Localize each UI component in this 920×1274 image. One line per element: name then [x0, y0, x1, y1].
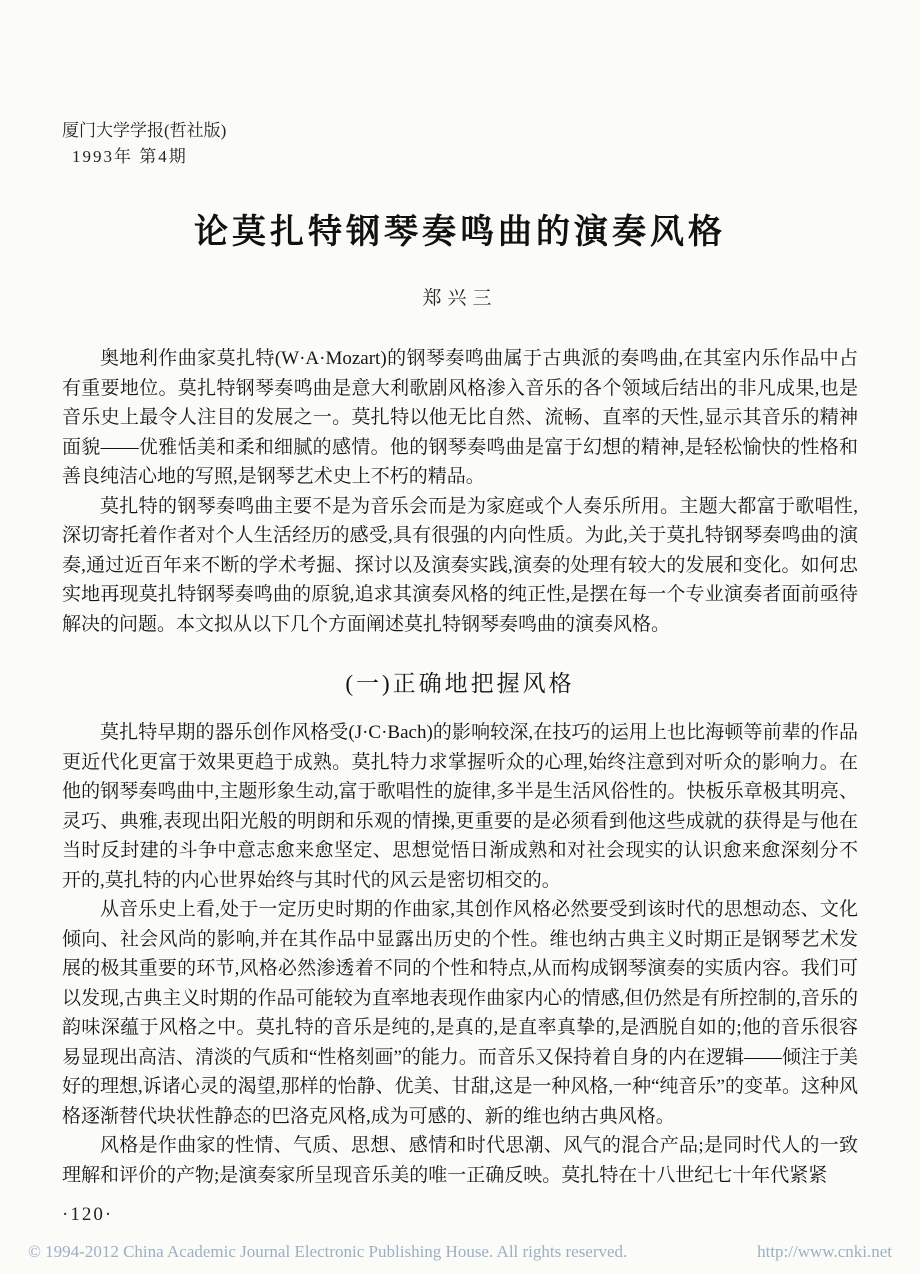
article-body [62, 344, 858, 1226]
article-author: 郑兴三 [422, 288, 498, 309]
section-paragraph-1: 莫扎特早期的器乐创作风格受(J·C·Bach)的影响较深,在技巧的运用上也比海顿等前辈的作品更近代化更富于效果更趋于成熟。莫扎特力求掌握听众的心理,始终注意到对听众的影响力。在他的钢琴奏鸣曲中,主题形象生动,富于歌唱性的旋律,多半是生活风俗性的。快板乐章极其明亮、灵巧、典雅,表现出阳光般的明朗和乐观的情操,更重要的是必须看到他这些成就的获得是与他在当时反封建的斗争中意志愈来愈坚定、思想觉悟日渐成熟和对社会现实的认识愈来愈深刻分不开的,莫扎特的内心世界始终与其时代的风云是密切相交的。 [62, 722, 858, 891]
journal-header [62, 118, 858, 170]
cnki-footer [0, 1242, 920, 1262]
page-number: ·120· [62, 1204, 114, 1225]
cnki-url-link[interactable]: http://www.cnki.net [757, 1242, 892, 1261]
copyright-notice: © 1994-2012 China Academic Journal Electronic Publishing House. All rights reserved. [28, 1242, 628, 1261]
intro-paragraph-1: 奥地利作曲家莫扎特(W·A·Mozart)的钢琴奏鸣曲属于古典派的奏鸣曲,在其室内乐作品中占有重要地位。莫扎特钢琴奏鸣曲是意大利歌剧风格渗入音乐的各个领域后结出的非凡成果,也是音乐史上最令人注目的发展之一。莫扎特以他无比自然、流畅、直率的天性,显示其音乐的精神面貌——优雅恬美和柔和细腻的感情。他的钢琴奏鸣曲是富于幻想的精神,是轻松愉快的性格和善良纯洁心地的写照,是钢琴艺术史上不朽的精品。 [62, 348, 858, 487]
journal-issue: 1993年 第4期 [72, 147, 188, 166]
section-heading: (一)正确地把握风格 [345, 671, 575, 696]
journal-name: 厦门大学学报(哲社版) [62, 121, 227, 140]
section-paragraph-3: 风格是作曲家的性情、气质、思想、感情和时代思潮、风气的混合产品;是同时代人的一致理解和评价的产物;是演奏家所呈现音乐美的唯一正确反映。莫扎特在十八世纪七十年代紧紧 [62, 1135, 858, 1186]
article-title: 论莫扎特钢琴奏鸣曲的演奏风格 [194, 214, 726, 251]
section-paragraph-2: 从音乐史上看,处于一定历史时期的作曲家,其创作风格必然要受到该时代的思想动态、文化倾向、社会风尚的影响,并在其作品中显露出历史的个性。维也纳古典主义时期正是钢琴艺术发展的极其重要的环节,风格必然渗透着不同的个性和特点,从而构成钢琴演奏的实质内容。我们可以发现,古典主义时期的作品可能较为直率地表现作曲家内心的情感,但仍然是有所控制的,音乐的韵味深蕴于风格之中。莫扎特的音乐是纯的,是真的,是直率真挚的,是洒脱自如的;他的音乐很容易显现出高洁、清淡的气质和“性格刻画”的能力。而音乐又保持着自身的内在逻辑——倾注于美好的理想,诉诸心灵的渴望,那样的怡静、优美、甘甜,这是一种风格,一种“纯音乐”的变革。这种风格逐渐替代块状性静态的巴洛克风格,成为可感的、新的维也纳古典风格。 [62, 899, 858, 1127]
intro-paragraph-2: 莫扎特的钢琴奏鸣曲主要不是为音乐会而是为家庭或个人奏乐所用。主题大都富于歌唱性,深切寄托着作者对个人生活经历的感受,具有很强的内向性质。为此,关于莫扎特钢琴奏鸣曲的演奏,通过近百年来不断的学术考掘、探讨以及演奏实践,演奏的处理有较大的发展和变化。如何忠实地再现莫扎特钢琴奏鸣曲的原貌,追求其演奏风格的纯正性,是摆在每一个专业演奏者面前亟待解决的问题。本文拟从以下几个方面阐述莫扎特钢琴奏鸣曲的演奏风格。 [62, 495, 858, 635]
